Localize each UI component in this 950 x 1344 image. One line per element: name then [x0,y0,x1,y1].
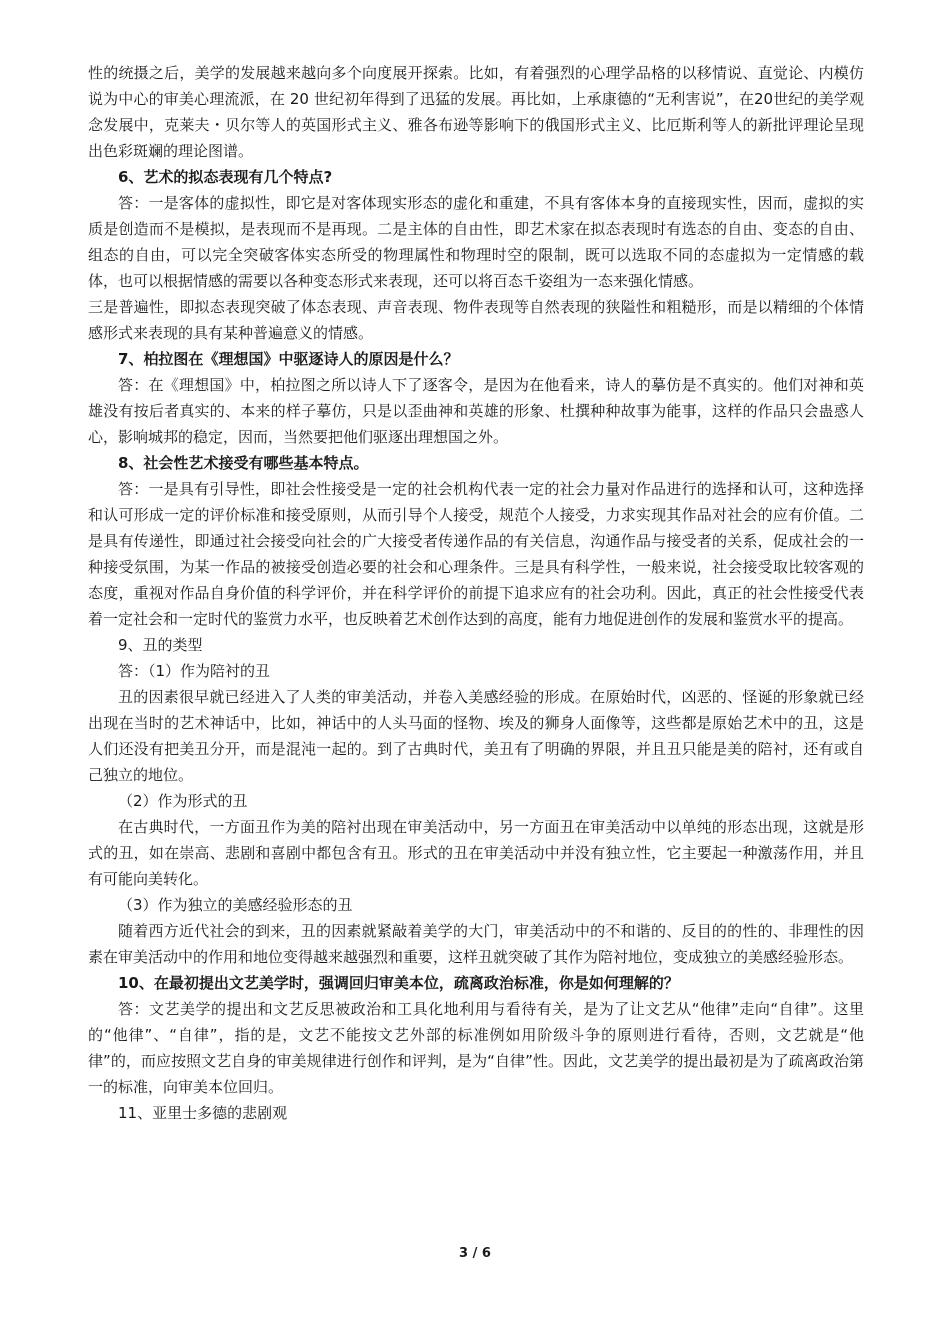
answer-9-paragraph-2: 在古典时代，一方面丑作为美的陪衬出现在审美活动中，另一方面丑在审美活动中以单纯的形态出现，这就是形式的丑，如在崇高、悲剧和喜剧中都包含有丑。形式的丑在审美活动中并没有独立性，它主要起一种激荡作用，并且有可能向美转化。 [88,818,864,888]
answer-9-subheading-2: （2）作为形式的丑 [118,792,248,810]
answer-6-paragraph-continued: 三是普遍性，即拟态表现突破了体态表现、声音表现、物件表现等自然表现的狭隘性和粗糙形，而是以精细的个体情感形式来表现的具有某种普遍意义的情感。 [88,298,864,342]
answer-9-subheading-1: 答：（1）作为陪衬的丑 [118,662,271,680]
question-8-heading: 8、社会性艺术接受有哪些基本特点。 [118,454,369,472]
answer-7-paragraph: 答：在《理想国》中，柏拉图之所以诗人下了逐客令，是因为在他看来，诗人的摹仿是不真实的。他们对神和英雄没有按后者真实的、本来的样子摹仿，只是以歪曲神和英雄的形象、杜撰种种故事为能事，这样的作品只会蛊惑人心，影响城邦的稳定，因而，当然要把他们驱逐出理想国之外。 [88,376,864,446]
answer-9-subheading-3: （3）作为独立的美感经验形态的丑 [118,896,353,914]
question-7-heading: 7、柏拉图在《理想国》中驱逐诗人的原因是什么？ [118,350,459,368]
question-6-heading: 6、艺术的拟态表现有几个特点? [118,168,333,186]
answer-10-paragraph: 答：文艺美学的提出和文艺反思被政治和工具化地利用与看待有关，是为了让文艺从“他律”走向“自律”。这里的“他律”、“自律”，指的是，文艺不能按文艺外部的标准例如用阶级斗争的原则进行看待，否则，文艺就是“他律”的，而应按照文艺自身的审美规律进行创作和评判，是为“自律”性。因此，文艺美学的提出最初是为了疏离政治第一的标准，向审美本位回归。 [88,1000,864,1096]
answer-9-paragraph-3: 随着西方近代社会的到来，丑的因素就紧敲着美学的大门，审美活动中的不和谐的、反目的的性的、非理性的因素在审美活动中的作用和地位变得越来越强烈和重要，这样丑就突破了其作为陪衬地位，变成独立的美感经验形态。 [88,922,864,966]
answer-8-paragraph: 答：一是具有引导性，即社会性接受是一定的社会机构代表一定的社会力量对作品进行的选择和认可，这种选择和认可形成一定的评价标准和接受原则，从而引导个人接受，规范个人接受，力求实现其作品对社会的应有价值。二是具有传递性，即通过社会接受向社会的广大接受者传递作品的有关信息，沟通作品与接受者的关系，促成社会的一种接受氛围，为某一作品的被接受创造必要的社会和心理条件。三是具有科学性，一般来说，社会接受取比较客观的态度，重视对作品自身价值的科学评价，并在科学评价的前提下追求应有的社会功利。因此，真正的社会性接受代表着一定社会和一定时代的鉴赏力水平，也反映着艺术创作达到的高度，能有力地促进创作的发展和鉴赏水平的提高。 [88,480,864,628]
page-number: 3 / 6 [459,1246,491,1261]
question-11-heading: 11、亚里士多德的悲剧观 [118,1104,288,1122]
question-9-heading: 9、丑的类型 [118,636,203,654]
question-10-heading: 10、在最初提出文艺美学时，强调回归审美本位，疏离政治标准，你是如何理解的？ [118,974,679,992]
document-page [88,60,864,1126]
answer-6-paragraph: 答：一是客体的虚拟性，即它是对客体现实形态的虚化和重建，不具有客体本身的直接现实性，因而，虚拟的实质是创造而不是模拟，是表现而不是再现。二是主体的自由性，即艺术家在拟态表现时有选态的自由、变态的自由、组态的自由，可以完全突破客体实态所受的物理属性和物理时空的限制，既可以选取不同的态虚拟为一定情感的载体，也可以根据情感的需要以各种变态形式来表现，还可以将百态千姿组为一态来强化情感。 [88,194,864,290]
answer-9-paragraph-1: 丑的因素很早就已经进入了人类的审美活动，并卷入美感经验的形成。在原始时代，凶恶的、怪诞的形象就已经出现在当时的艺术神话中，比如，神话中的人头马面的怪物、埃及的狮身人面像等，这些都是原始艺术中的丑，这是人们还没有把美丑分开，而是混沌一起的。到了古典时代，美丑有了明确的界限，并且丑只能是美的陪衬，还有或自己独立的地位。 [88,688,864,784]
paragraph-intro-continuation: 性的统摄之后，美学的发展越来越向多个向度展开探索。比如，有着强烈的心理学品格的以移情说、直觉论、内模仿说为中心的审美心理流派，在 20 世纪初年得到了迅猛的发展。再比如，上承康德的“无利害说”，在20世纪的美学观念发展中，克莱夫・贝尔等人的英国形式主义、雅各布逊等影响下的俄国形式主义、比厄斯利等人的新批评理论呈现出色彩斑斓的理论图谱。 [88,64,864,160]
